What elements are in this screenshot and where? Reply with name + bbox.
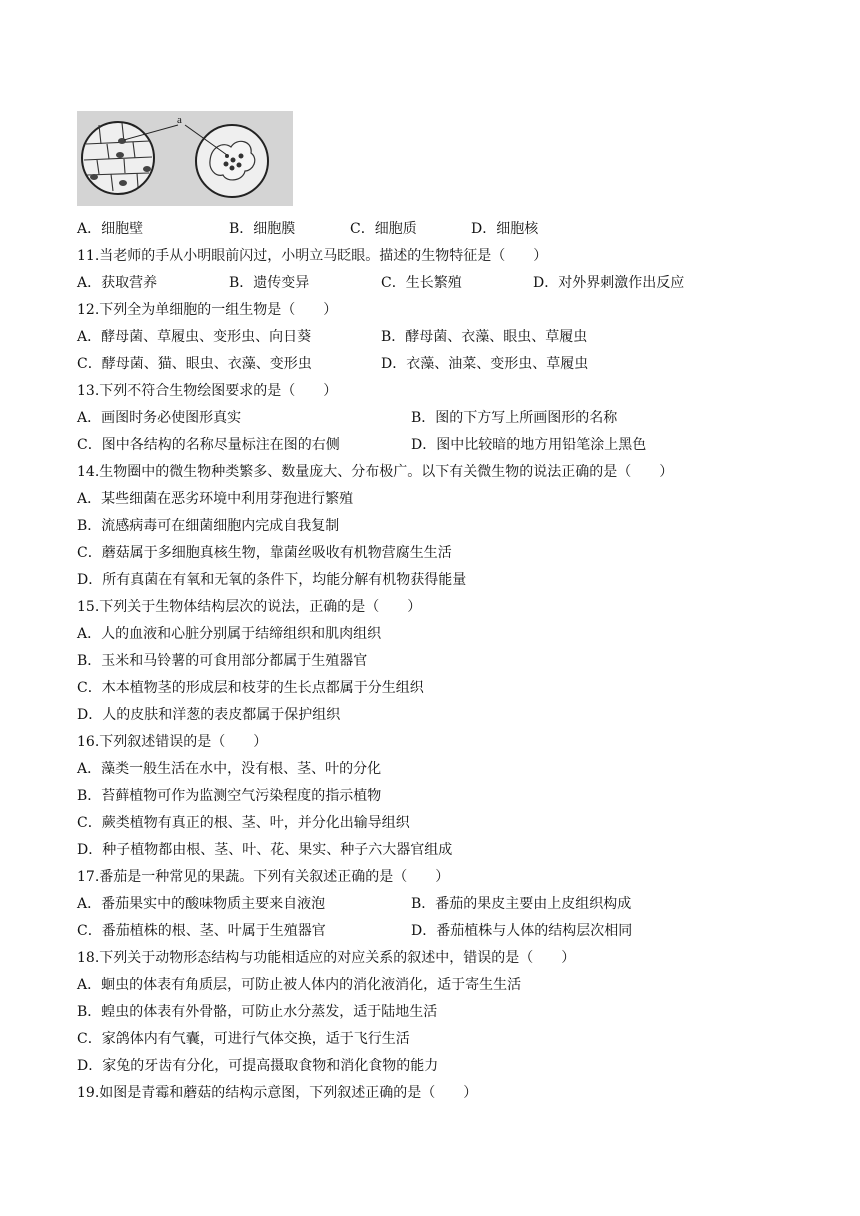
cell-figure (77, 111, 293, 206)
q17-stem: 17.番茄是一种常见的果蔬。下列有关叙述正确的是（ ） (77, 869, 450, 885)
figure-label-a: a (177, 114, 182, 126)
q17-option-b: B．番茄的果皮主要由上皮组织构成 (411, 896, 632, 912)
q18-stem: 18.下列关于动物形态结构与功能相适应的对应关系的叙述中，错误的是（ ） (77, 950, 576, 966)
q12-option-d: D．衣藻、油菜、变形虫、草履虫 (381, 356, 589, 372)
q16-option-c: C．蕨类植物有真正的根、茎、叶，并分化出输导组织 (77, 815, 410, 831)
q13-option-b: B．图的下方写上所画图形的名称 (411, 410, 618, 426)
q11-option-b: B．遗传变异 (229, 275, 310, 291)
q10-option-b: B．细胞膜 (229, 221, 296, 237)
q10-option-d: D．细胞核 (471, 221, 539, 237)
cell-diagram (77, 111, 293, 206)
q16-option-a: A．藻类一般生活在水中，没有根、茎、叶的分化 (77, 761, 382, 777)
q17-option-d: D．番茄植株与人体的结构层次相同 (411, 923, 633, 939)
q10-option-c: C．细胞质 (350, 221, 417, 237)
q17-option-c: C．番茄植株的根、茎、叶属于生殖器官 (77, 923, 326, 939)
q14-option-c: C．蘑菇属于多细胞真核生物，靠菌丝吸收有机物营腐生生活 (77, 545, 452, 561)
q15-option-a: A．人的血液和心脏分别属于结缔组织和肌肉组织 (77, 626, 382, 642)
q10-option-a: A．细胞壁 (77, 221, 144, 237)
q15-stem: 15.下列关于生物体结构层次的说法，正确的是（ ） (77, 599, 422, 615)
q13-option-d: D．图中比较暗的地方用铅笔涂上黑色 (411, 437, 647, 453)
q16-option-d: D．种子植物都由根、茎、叶、花、果实、种子六大器官组成 (77, 842, 453, 858)
q11-option-d: D．对外界刺激作出反应 (533, 275, 685, 291)
q18-option-d: D．家兔的牙齿有分化，可提高摄取食物和消化食物的能力 (77, 1058, 439, 1074)
q14-option-b: B．流感病毒可在细菌细胞内完成自我复制 (77, 518, 340, 534)
q17-option-a: A．番茄果实中的酸味物质主要来自液泡 (77, 896, 326, 912)
q12-stem: 12.下列全为单细胞的一组生物是（ ） (77, 302, 338, 318)
q13-option-a: A．画图时务必使图形真实 (77, 410, 242, 426)
q12-option-c: C．酵母菌、猫、眼虫、衣藻、变形虫 (77, 356, 312, 372)
q14-stem: 14.生物圈中的微生物种类繁多、数量庞大、分布极广。以下有关微生物的说法正确的是（ ） (77, 464, 674, 480)
q12-option-b: B．酵母菌、衣藻、眼虫、草履虫 (381, 329, 588, 345)
q12-option-a: A．酵母菌、草履虫、变形虫、向日葵 (77, 329, 312, 345)
q11-option-c: C．生长繁殖 (381, 275, 462, 291)
q16-option-b: B．苔藓植物可作为监测空气污染程度的指示植物 (77, 788, 382, 804)
q18-option-c: C．家鸽体内有气囊，可进行气体交换，适于飞行生活 (77, 1031, 410, 1047)
q16-stem: 16.下列叙述错误的是（ ） (77, 734, 268, 750)
q11-option-a: A．获取营养 (77, 275, 158, 291)
q14-option-a: A．某些细菌在恶劣环境中利用芽孢进行繁殖 (77, 491, 354, 507)
q15-option-d: D．人的皮肤和洋葱的表皮都属于保护组织 (77, 707, 341, 723)
q15-option-c: C．木本植物茎的形成层和枝芽的生长点都属于分生组织 (77, 680, 424, 696)
q11-stem: 11.当老师的手从小明眼前闪过，小明立马眨眼。描述的生物特征是（ ） (77, 248, 548, 264)
q18-option-b: B．蝗虫的体表有外骨骼，可防止水分蒸发，适于陆地生活 (77, 1004, 438, 1020)
q19-stem: 19.如图是青霉和蘑菇的结构示意图，下列叙述正确的是（ ） (77, 1085, 478, 1101)
q14-option-d: D．所有真菌在有氧和无氧的条件下，均能分解有机物获得能量 (77, 572, 467, 588)
q13-option-c: C．图中各结构的名称尽量标注在图的右侧 (77, 437, 340, 453)
q18-option-a: A．蛔虫的体表有角质层，可防止被人体内的消化液消化，适于寄生生活 (77, 977, 522, 993)
q13-stem: 13.下列不符合生物绘图要求的是（ ） (77, 383, 338, 399)
q15-option-b: B．玉米和马铃薯的可食用部分都属于生殖器官 (77, 653, 368, 669)
